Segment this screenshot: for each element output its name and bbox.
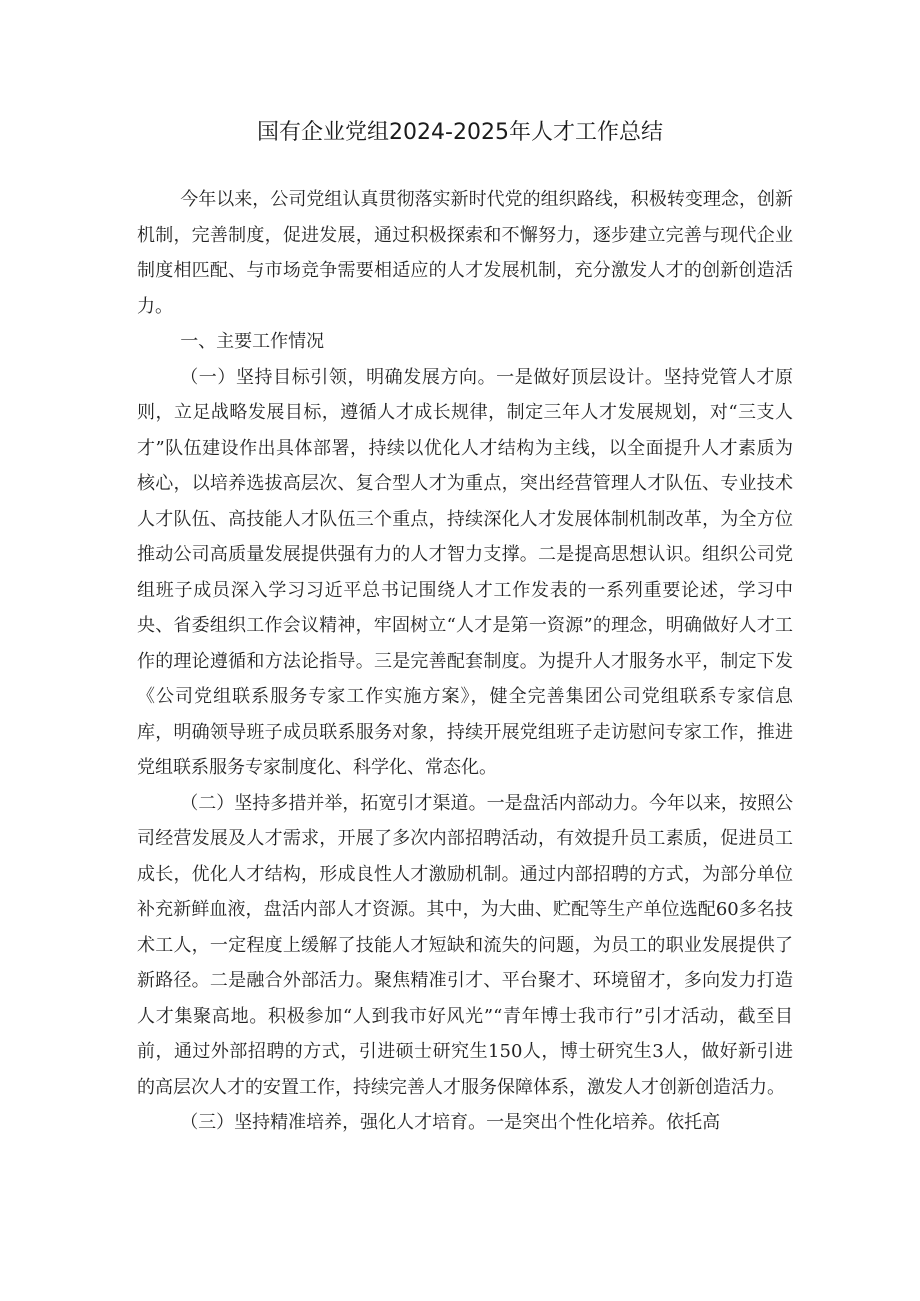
document-body (137, 182, 793, 1141)
intro-paragraph: 今年以来，公司党组认真贯彻落实新时代党的组织路线，积极转变理念，创新机制，完善制度，促进发展，通过积极探索和不懈努力，逐步建立完善与现代企业制度相匹配、与市场竞争需要相适应的人才发展机制，充分激发人才的创新创造活力。 (137, 189, 793, 317)
document-title: 国有企业党组2024-2025年人才工作总结 (257, 120, 663, 145)
section-heading: 一、主要工作情况 (180, 331, 325, 352)
body-paragraph-3: （三）坚持精准培养，强化人才培育。一是突出个性化培养。依托高 (180, 1112, 721, 1133)
body-paragraph-1: （一）坚持目标引领，明确发展方向。一是做好顶层设计。坚持党管人才原则，立足战略发展目标，遵循人才成长规律，制定三年人才发展规划，对“三支人才”队伍建设作出具体部署，持续以优化人才结构为主线，以全面提升人才素质为核心，以培养选拔高层次、复合型人才为重点，突出经营管理人才队伍、专业技术人才队伍、高技能人才队伍三个重点，持续深化人才发展体制机制改革，为全方位推动公司高质量发展提供强有力的人才智力支撑。二是提高思想认识。组织公司党组班子成员深入学习习近平总书记围绕人才工作发表的一系列重要论述，学习中央、省委组织工作会议精神，牢固树立“人才是第一资源”的理念，明确做好人才工作的理论遵循和方法论指导。三是完善配套制度。为提升人才服务水平，制定下发《公司党组联系服务专家工作实施方案》，健全完善集团公司党组联系专家信息库，明确领导班子成员联系服务对象，持续开展党组班子走访慰问专家工作，推进党组联系服务专家制度化、科学化、常态化。 (137, 366, 793, 778)
body-paragraph-2: （二）坚持多措并举，拓宽引才渠道。一是盘活内部动力。今年以来，按照公司经营发展及人才需求，开展了多次内部招聘活动，有效提升员工素质，促进员工成长，优化人才结构，形成良性人才激励机制。通过内部招聘的方式，为部分单位补充新鲜血液，盘活内部人才资源。其中，为大曲、贮配等生产单位选配60多名技术工人，一定程度上缓解了技能人才短缺和流失的问题，为员工的职业发展提供了新路径。二是融合外部活力。聚焦精准引才、平台聚才、环境留才，多向发力打造人才集聚高地。积极参加“人到我市好风光”“青年博士我市行”引才活动，截至目前，通过外部招聘的方式，引进硕士研究生150人，博士研究生3人，做好新引进的高层次人才的安置工作，持续完善人才服务保障体系，激发人才创新创造活力。 (137, 792, 793, 1098)
